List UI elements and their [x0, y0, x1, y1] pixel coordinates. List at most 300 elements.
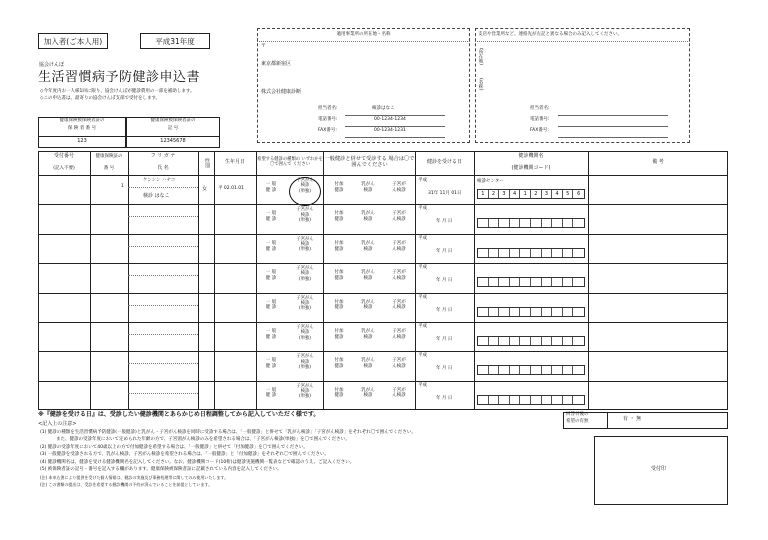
- opt-cervical2-1: 子宮が: [392, 211, 406, 217]
- opt-cervical-2: 検診: [300, 212, 310, 218]
- header-note-2: ◇この申込書は、最寄りの協会けんぽ支部で受付をします。: [40, 96, 161, 101]
- facility-digit: [573, 219, 584, 227]
- opt-general-2: 健 診: [265, 246, 277, 252]
- opt-addon-2: 健診: [334, 393, 344, 399]
- opt-general[interactable]: [258, 241, 284, 253]
- office-company: 株式会社健康診断: [261, 89, 302, 95]
- opt-addon-1: 付加: [334, 299, 344, 305]
- alt-person-label: 担当者名:: [530, 106, 550, 111]
- facility-digit: [573, 396, 584, 404]
- facility-digit: 2: [531, 190, 542, 198]
- opt-general-1: 一 般: [265, 240, 277, 246]
- opt-cervical2-2: ん検診: [392, 334, 406, 340]
- opt-breast[interactable]: [355, 182, 381, 194]
- facility-digit: [552, 366, 563, 374]
- opt-cervical-single[interactable]: [290, 384, 320, 400]
- opt-breast[interactable]: [355, 241, 381, 253]
- facility-digit: [552, 219, 563, 227]
- opt-breast[interactable]: [355, 300, 381, 312]
- opt-general-1: 一 般: [265, 211, 277, 217]
- facility-digit: [531, 308, 542, 316]
- opt-cervical[interactable]: [385, 211, 413, 223]
- row1-dob: 平 02.01.01: [218, 186, 244, 191]
- opt-breast-1: 乳がん: [361, 387, 375, 393]
- opt-breast[interactable]: [355, 358, 381, 370]
- facility-digit: [573, 278, 584, 286]
- th-facility-code-text: (健診機関コード): [511, 165, 551, 172]
- opt-cervical-single[interactable]: [290, 237, 320, 253]
- opt-cervical-single[interactable]: [290, 296, 320, 312]
- row-date-blank[interactable]: 年 月 日: [436, 366, 453, 372]
- facility-digit: [531, 249, 542, 257]
- th-reception-sub: [38, 163, 90, 175]
- hope-label-2: 希望の有無: [566, 419, 589, 424]
- opt-breast-1: 乳がん: [361, 299, 375, 305]
- opt-cervical2-1: 子宮が: [392, 358, 406, 364]
- opt-addon-2: 健診: [334, 275, 344, 281]
- insurer-value: 123: [77, 138, 87, 144]
- facility-digit: [489, 366, 500, 374]
- opt-general-1: 一 般: [265, 328, 277, 334]
- office-person-value: 検診はなこ: [372, 106, 395, 111]
- opt-addon[interactable]: [326, 241, 352, 253]
- opt-general-2: 健 診: [265, 364, 277, 370]
- th-reception: [38, 151, 90, 163]
- opt-cervical-1: 子宮がん: [296, 266, 314, 272]
- opt-addon[interactable]: [326, 358, 352, 370]
- row-date-blank[interactable]: 年 月 日: [436, 219, 453, 225]
- facility-digit: [563, 366, 574, 374]
- opt-general[interactable]: [258, 270, 284, 282]
- facility-digit: [531, 219, 542, 227]
- facility-digit: [552, 308, 563, 316]
- facility-digit: [520, 278, 531, 286]
- note-5: (5) 被保険者証の記号・番号を記入する欄があります。健康保険被保険者証に記載されている内容を記入してください。: [40, 467, 282, 472]
- facility-digit: [520, 396, 531, 404]
- facility-digit: [499, 308, 510, 316]
- row-date-era: 平成: [418, 294, 427, 300]
- alt-fax-label: FAX番号:: [530, 128, 549, 133]
- opt-addon-2: 健診: [334, 364, 344, 370]
- opt-breast[interactable]: [355, 329, 381, 341]
- th-insured-2: [90, 163, 128, 175]
- opt-cervical-3: (単独): [299, 306, 311, 312]
- opt-cervical[interactable]: [385, 241, 413, 253]
- facility-digit: [489, 308, 500, 316]
- stamp-label: 受付印: [651, 466, 667, 472]
- opt-breast-1: 乳がん: [361, 328, 375, 334]
- facility-digit: [573, 308, 584, 316]
- th-name-text: 氏 名: [157, 165, 169, 172]
- facility-digit: 1: [520, 190, 531, 198]
- facility-digit: [552, 278, 563, 286]
- opt-cervical-2: 検診: [300, 271, 310, 277]
- opt-addon[interactable]: [326, 388, 352, 400]
- opt-breast[interactable]: [355, 270, 381, 282]
- opt-cervical2-2: ん検診: [392, 305, 406, 311]
- alt-side-2: (名称): [477, 78, 483, 91]
- opt-addon-2: 健診: [334, 217, 344, 223]
- facility-code-grid[interactable]: [477, 218, 585, 228]
- opt-breast[interactable]: [355, 211, 381, 223]
- opt-cervical2-1: 子宮が: [392, 387, 406, 393]
- row1-facility: 検診センター: [477, 179, 504, 184]
- notes-heading: <記入上の注意>: [38, 421, 77, 427]
- facility-digit: [510, 366, 521, 374]
- facility-digit: 2: [489, 190, 500, 198]
- facility-digit: [563, 219, 574, 227]
- opt-addon[interactable]: [326, 329, 352, 341]
- opt-cervical2-2: ん検診: [392, 364, 406, 370]
- opt-cervical-3: (単独): [299, 335, 311, 341]
- facility-digit: [563, 249, 574, 257]
- facility-digit: [563, 337, 574, 345]
- facility-digit: 6: [577, 191, 581, 197]
- facility-digit: [542, 249, 553, 257]
- opt-cervical-single[interactable]: [290, 266, 320, 282]
- facility-digit: [520, 366, 531, 374]
- card-label-2: 記 号: [167, 126, 179, 131]
- opt-breast-2: 検診: [363, 217, 373, 223]
- th-dob: [214, 151, 256, 175]
- opt-addon-1: 付加: [334, 182, 344, 187]
- opt-general[interactable]: [258, 329, 284, 341]
- opt-cervical2-2: ん検診: [392, 217, 406, 223]
- opt-cervical-single[interactable]: [290, 354, 320, 370]
- row1-insured-no: 1: [121, 184, 124, 189]
- opt-cervical-3: (単独): [299, 247, 311, 253]
- opt-cervical[interactable]: [385, 300, 413, 312]
- facility-code-grid[interactable]: [477, 307, 585, 317]
- note-2: (2) 健診の受診年度において40歳以上の方で付加健診を希望する場合は、「一般健診」と併せて「付加健診」を〇で囲んでください。: [40, 445, 308, 450]
- facility-digit: [478, 308, 489, 316]
- facility-digit: [563, 278, 574, 286]
- opt-addon-1: 付加: [334, 358, 344, 364]
- office-phone-label: 電話番号:: [318, 117, 338, 122]
- facility-digit: [531, 366, 542, 374]
- applicant-badge: [38, 33, 108, 49]
- th-combined-text: 一般健診と併せて受診する 場合は〇で囲んでください: [324, 156, 415, 168]
- opt-cervical-1: 子宮がん: [296, 324, 314, 330]
- opt-cervical-single[interactable]: [290, 207, 320, 223]
- office-phone-value: 00-1234-1234: [374, 117, 406, 122]
- facility-digit: [510, 278, 521, 286]
- facility-digit: [510, 337, 521, 345]
- th-facility: [474, 151, 588, 163]
- facility-digit: [573, 249, 584, 257]
- opt-addon-1: 付加: [334, 387, 344, 393]
- opt-general[interactable]: [258, 300, 284, 312]
- row-date-era: 平成: [418, 265, 427, 271]
- opt-addon-1: 付加: [334, 328, 344, 334]
- row1-date-era: 平成: [418, 178, 427, 183]
- opt-addon-1: 付加: [334, 211, 344, 217]
- facility-code-grid[interactable]: [477, 248, 585, 258]
- th-reception-sub-text: (記入不要): [53, 166, 75, 172]
- facility-digit: [552, 396, 563, 404]
- opt-cervical2-1: 子宮が: [392, 270, 406, 276]
- row-date-blank[interactable]: 年 月 日: [436, 395, 453, 401]
- note-b: (注) この書類の提出は、受診を希望する健診機関の予約が済んでいることを前提としています。: [40, 482, 213, 487]
- opt-general-2: 健 診: [265, 393, 277, 399]
- facility-digit: [478, 249, 489, 257]
- th-dob-text: 生年月日: [224, 159, 245, 166]
- opt-breast-1: 乳がん: [361, 240, 375, 246]
- facility-digit: [563, 308, 574, 316]
- row-date-blank[interactable]: 年 月 日: [436, 278, 453, 284]
- opt-breast-2: 検診: [363, 246, 373, 252]
- opt-cervical-1: 子宮がん: [296, 207, 314, 213]
- facility-digit: [499, 366, 510, 374]
- facility-digit: [478, 366, 489, 374]
- opt-general-1: 一 般: [265, 270, 277, 276]
- row-date-blank[interactable]: 年 月 日: [436, 248, 453, 254]
- th-insured-2-text: 番 号: [103, 166, 115, 172]
- opt-cervical-single[interactable]: [290, 178, 320, 194]
- opt-breast-2: 検診: [363, 334, 373, 340]
- opt-cervical[interactable]: [385, 329, 413, 341]
- facility-digit: [478, 219, 489, 227]
- facility-digit: [520, 337, 531, 345]
- opt-breast-1: 乳がん: [361, 211, 375, 217]
- opt-breast-1: 乳がん: [361, 358, 375, 364]
- insurer-label-2: 保 険 者 番 号: [67, 126, 97, 131]
- opt-breast-2: 検診: [363, 393, 373, 399]
- facility-digit: 1: [478, 190, 489, 198]
- facility-digit: [542, 308, 553, 316]
- facility-digit: [552, 337, 563, 345]
- row-date-era: 平成: [418, 323, 427, 329]
- opt-general-1: 一 般: [265, 387, 277, 393]
- opt-cervical-1: 子宮がん: [296, 178, 314, 183]
- facility-digit: [499, 278, 510, 286]
- facility-digit: [499, 219, 510, 227]
- facility-digit: [499, 396, 510, 404]
- opt-cervical[interactable]: [385, 388, 413, 400]
- opt-cervical2-1: 子宮が: [392, 182, 406, 187]
- office-person-label: 担当者名:: [318, 106, 338, 111]
- facility-digit: [510, 396, 521, 404]
- opt-addon-2: 健診: [334, 187, 344, 193]
- facility-digit: [478, 278, 489, 286]
- facility-code-grid[interactable]: [477, 336, 585, 346]
- opt-cervical2-1: 子宮が: [392, 240, 406, 246]
- th-remarks: [588, 151, 728, 175]
- footer-warning: ※『健診を受ける日』は、受診したい健診機関とあらかじめ日程調整してから記入していただく様です。: [38, 411, 320, 418]
- opt-general[interactable]: [258, 358, 284, 370]
- facility-digit: [478, 396, 489, 404]
- opt-cervical-1: 子宮がん: [296, 236, 314, 242]
- opt-addon[interactable]: [326, 211, 352, 223]
- opt-cervical[interactable]: [385, 358, 413, 370]
- opt-general-2: 健 診: [265, 305, 277, 311]
- hope-value: 有 ・ 無: [623, 416, 642, 422]
- th-name: [128, 163, 198, 175]
- opt-cervical-2: 検診: [300, 300, 310, 306]
- facility-digit: [573, 337, 584, 345]
- opt-cervical[interactable]: [385, 182, 413, 194]
- card-value: 12345678: [160, 138, 186, 144]
- facility-digit: [478, 337, 489, 345]
- facility-digit: 4: [552, 190, 563, 198]
- facility-digit: [489, 249, 500, 257]
- note-1: (1) 健診の種類を生活習慣病予防健診(一般健診)と乳がん・子宮がん検診を同時に受診する場合は、「一般健診」と併せて「乳がん検診」「子宮がん検診」をそれぞれ〇で囲んでください。: [40, 430, 416, 435]
- row-date-blank[interactable]: 年 月 日: [436, 336, 453, 342]
- opt-cervical2-2: ん検診: [392, 187, 406, 193]
- opt-addon-2: 健診: [334, 334, 344, 340]
- row-date-era: 平成: [418, 235, 427, 241]
- opt-cervical2-2: ん検診: [392, 246, 406, 252]
- th-wish-text: 希望する健診の種類の いずれかを〇で囲んで ください: [257, 157, 323, 167]
- facility-code-grid[interactable]: [477, 395, 585, 405]
- facility-digit: [542, 278, 553, 286]
- opt-cervical-1: 子宮がん: [296, 383, 314, 389]
- opt-addon[interactable]: [326, 182, 352, 194]
- opt-cervical-1: 子宮がん: [296, 354, 314, 360]
- opt-cervical-2: 検診: [300, 183, 310, 189]
- row-date-era: 平成: [418, 206, 427, 212]
- th-insured: [90, 151, 128, 163]
- year-badge-text: 平成31年度: [155, 36, 195, 46]
- opt-cervical-3: (単独): [299, 218, 311, 224]
- form-title: 生活習慣病予防健診申込書: [38, 70, 201, 85]
- facility-digit: [531, 396, 542, 404]
- opt-cervical-single[interactable]: [290, 325, 320, 341]
- th-reception-text: 受付番号: [53, 153, 74, 160]
- note-1b: また、健診の受診年度において定められた年齢の方で、子宮頸がん検診のみを希望される場合は、「子宮がん検診(単独)」を〇で囲んでください。: [56, 437, 350, 442]
- opt-general[interactable]: [258, 388, 284, 400]
- opt-addon-2: 健診: [334, 246, 344, 252]
- applicant-badge-text: 加入者(ご本人用): [43, 36, 103, 46]
- facility-code-grid[interactable]: [477, 365, 585, 375]
- postal-mark: 〒: [261, 43, 267, 49]
- opt-addon[interactable]: [326, 270, 352, 282]
- opt-cervical-3: (単独): [299, 364, 311, 370]
- row-date-era: 平成: [418, 382, 427, 388]
- opt-cervical2-2: ん検診: [392, 393, 406, 399]
- opt-general-2: 健 診: [265, 217, 277, 223]
- alt-contact-label: 支店や営業所など、連絡先が左記と異なる場合のみ記入してください。: [478, 32, 622, 37]
- opt-general-2: 健 診: [265, 334, 277, 340]
- row-date-era: 平成: [418, 353, 427, 359]
- th-facility-code: [474, 163, 588, 175]
- opt-cervical-2: 検診: [300, 359, 310, 365]
- main-table: [38, 151, 728, 410]
- facility-digit: [542, 219, 553, 227]
- th-insured-text: 健康保険証の: [95, 154, 123, 160]
- th-combined: [324, 152, 415, 174]
- th-furigana-text: フ リ ガ ナ: [150, 153, 176, 160]
- row1-date-value: 31年 11月 01日: [428, 191, 462, 196]
- facility-digit: [489, 219, 500, 227]
- facility-digit: [520, 308, 531, 316]
- facility-digit: 3: [542, 190, 553, 198]
- th-gender-text: 性別: [203, 158, 210, 168]
- facility-code-grid[interactable]: [477, 189, 585, 199]
- opt-cervical-2: 検診: [300, 388, 310, 394]
- opt-addon-1: 付加: [334, 270, 344, 276]
- alt-phone-label: 電話番号:: [530, 117, 550, 122]
- row1-name: 検診 はなこ: [143, 193, 170, 199]
- facility-digit: 3: [499, 190, 510, 198]
- row1-furigana: ケンシン ハナコ: [143, 178, 176, 183]
- note-4: (4) 健診機関名は、健診を受ける健診機関名を記入してください。なお、健診機関コード(10桁)は健診実施機関一覧表などで確認のうえ、ご記入ください。: [40, 460, 355, 465]
- office-fax-value: 00-1234-1231: [374, 128, 406, 133]
- alt-side-1: (所在地): [477, 48, 483, 66]
- insurer-label-1: 健康保険被保険者証の: [59, 118, 105, 123]
- opt-general-1: 一 般: [265, 358, 277, 364]
- facility-digit: 4: [510, 190, 521, 198]
- hope-label-1: 回答日後の: [566, 412, 589, 417]
- facility-code-grid[interactable]: [477, 277, 585, 287]
- opt-cervical[interactable]: [385, 270, 413, 282]
- opt-breast-2: 検診: [363, 275, 373, 281]
- facility-digit: 5: [563, 190, 574, 198]
- opt-general-1: 一 般: [265, 182, 277, 187]
- office-fax-label: FAX番号:: [318, 128, 337, 133]
- year-badge: [140, 33, 210, 49]
- facility-digit: [499, 337, 510, 345]
- opt-breast[interactable]: [355, 388, 381, 400]
- opt-breast-2: 検診: [363, 187, 373, 193]
- th-furigana: [128, 151, 198, 163]
- opt-addon-2: 健診: [334, 305, 344, 311]
- opt-breast-2: 検診: [363, 364, 373, 370]
- facility-digit: [531, 278, 542, 286]
- opt-cervical-3: (単独): [299, 188, 311, 194]
- facility-digit: [563, 396, 574, 404]
- th-exam-date-text: 健診を受ける日: [426, 159, 462, 166]
- office-label: 適用事業所の所在地・名称: [336, 32, 391, 37]
- opt-cervical2-2: ん検診: [392, 275, 406, 281]
- facility-digit: [499, 249, 510, 257]
- opt-cervical-2: 検診: [300, 242, 310, 248]
- opt-general[interactable]: [258, 182, 284, 194]
- note-a: (注) 本申込書により提供を受けた個人情報は、健診の実施及び事務処理等に関してのみ使用いたします。: [40, 475, 229, 480]
- facility-digit: [489, 396, 500, 404]
- row-date-blank[interactable]: 年 月 日: [436, 307, 453, 313]
- facility-digit: [531, 337, 542, 345]
- facility-digit: [489, 337, 500, 345]
- header-note-1: ◇今年度内お一人様1回に限り、協会けんぽが健診費用の一部を補助します。: [40, 89, 195, 94]
- note-3: (3) 一般健診を受診される方で、乳がん検診、子宮がん検診を希望される場合は、「一般健診」と「付加健診」をそれぞれ〇で囲んでください。: [40, 452, 329, 457]
- opt-addon[interactable]: [326, 300, 352, 312]
- opt-cervical-3: (単独): [299, 394, 311, 400]
- th-wish: [257, 152, 323, 174]
- opt-cervical-3: (単独): [299, 276, 311, 282]
- facility-digit: [542, 337, 553, 345]
- opt-cervical2-1: 子宮が: [392, 299, 406, 305]
- facility-digit: [510, 219, 521, 227]
- opt-breast-2: 検診: [363, 305, 373, 311]
- th-gender: [198, 151, 214, 175]
- opt-cervical-1: 子宮がん: [296, 295, 314, 301]
- opt-breast-1: 乳がん: [361, 270, 375, 276]
- facility-digit: [510, 308, 521, 316]
- opt-general-1: 一 般: [265, 299, 277, 305]
- row1-gender: 女: [202, 186, 208, 192]
- facility-digit: [573, 366, 584, 374]
- facility-digit: [489, 278, 500, 286]
- opt-breast-1: 乳がん: [361, 182, 375, 187]
- office-address: 東京都新宿区: [261, 61, 292, 67]
- facility-digit: [520, 219, 531, 227]
- th-exam-date: [415, 151, 474, 175]
- opt-addon-1: 付加: [334, 240, 344, 246]
- opt-general-2: 健 診: [265, 275, 277, 281]
- th-facility-text: 健診機関名: [518, 153, 544, 160]
- opt-general[interactable]: [258, 211, 284, 223]
